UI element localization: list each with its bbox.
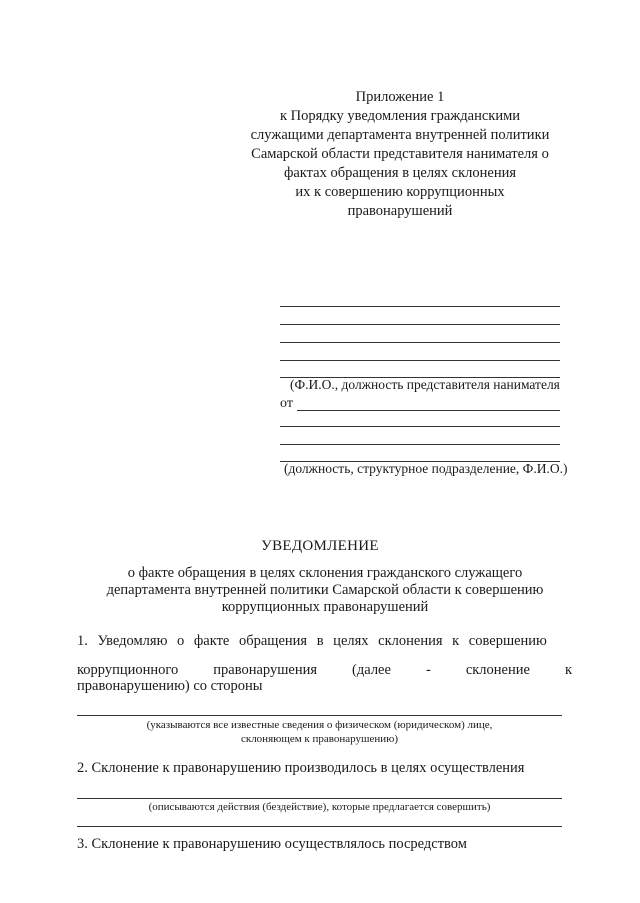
appendix-line: к Порядку уведомления гражданскими	[279, 108, 521, 124]
subtitle-line: департамента внутренней политики Самарской области к совершению	[106, 582, 544, 598]
item-1-word: склонение	[465, 662, 530, 678]
item-1-caption-line: склоняющем к правонарушению)	[240, 733, 399, 745]
sender-blank-line	[280, 444, 560, 445]
item-1-word: коррупционного	[77, 662, 179, 678]
item-2-blank-line	[77, 798, 562, 799]
item-2-blank-line	[77, 826, 562, 827]
appendix-line: служащими департамента внутренней политики	[250, 127, 550, 143]
appendix-line: их к совершению коррупционных	[295, 184, 505, 200]
item-1-line-2	[77, 662, 572, 679]
notice-title: УВЕДОМЛЕНИЕ	[261, 538, 379, 554]
item-1-blank-line	[77, 715, 562, 716]
subtitle-line: коррупционных правонарушений	[221, 599, 429, 615]
employer-blank-line	[280, 306, 560, 307]
item-2-caption: (описываются действия (бездействие), которые предлагается совершить)	[148, 801, 491, 813]
subtitle-line: о факте обращения в целях склонения гражданского служащего	[127, 565, 523, 581]
sender-blank-line	[297, 410, 560, 411]
appendix-line: Самарской области представителя нанимателя о	[251, 146, 549, 162]
item-1-word: -	[425, 662, 431, 678]
employer-blank-line	[280, 342, 560, 343]
appendix-line: правонарушений	[347, 203, 453, 219]
from-row	[280, 396, 560, 412]
appendix-header	[230, 88, 570, 221]
sender-blank-line	[280, 426, 560, 427]
from-label: от	[280, 396, 293, 411]
item-1-word: к	[564, 662, 572, 678]
item-3-text: 3. Склонение к правонарушению осуществлялось посредством	[77, 836, 467, 852]
item-1-caption-line: (указываются все известные сведения о физическом (юридическом) лице,	[146, 719, 493, 731]
appendix-line: Приложение 1	[355, 89, 445, 105]
employer-caption: (Ф.И.О., должность представителя нанимателя	[290, 377, 560, 392]
item-1-line-3: правонарушению) со стороны	[77, 678, 263, 694]
item-1-line-1: 1. Уведомляю о факте обращения в целях склонения к совершению	[77, 633, 547, 649]
employer-blank-line	[280, 360, 560, 361]
item-2-text: 2. Склонение к правонарушению производилось в целях осуществления	[77, 760, 525, 776]
notice-subtitle	[80, 565, 570, 616]
appendix-line: фактах обращения в целях склонения	[283, 165, 517, 181]
employer-blank-line	[280, 324, 560, 325]
item-1-caption	[77, 718, 562, 746]
item-1-word: правонарушения	[213, 662, 318, 678]
item-1-word: (далее	[352, 662, 391, 678]
sender-caption: (должность, структурное подразделение, Ф.И.О.)	[284, 461, 568, 476]
